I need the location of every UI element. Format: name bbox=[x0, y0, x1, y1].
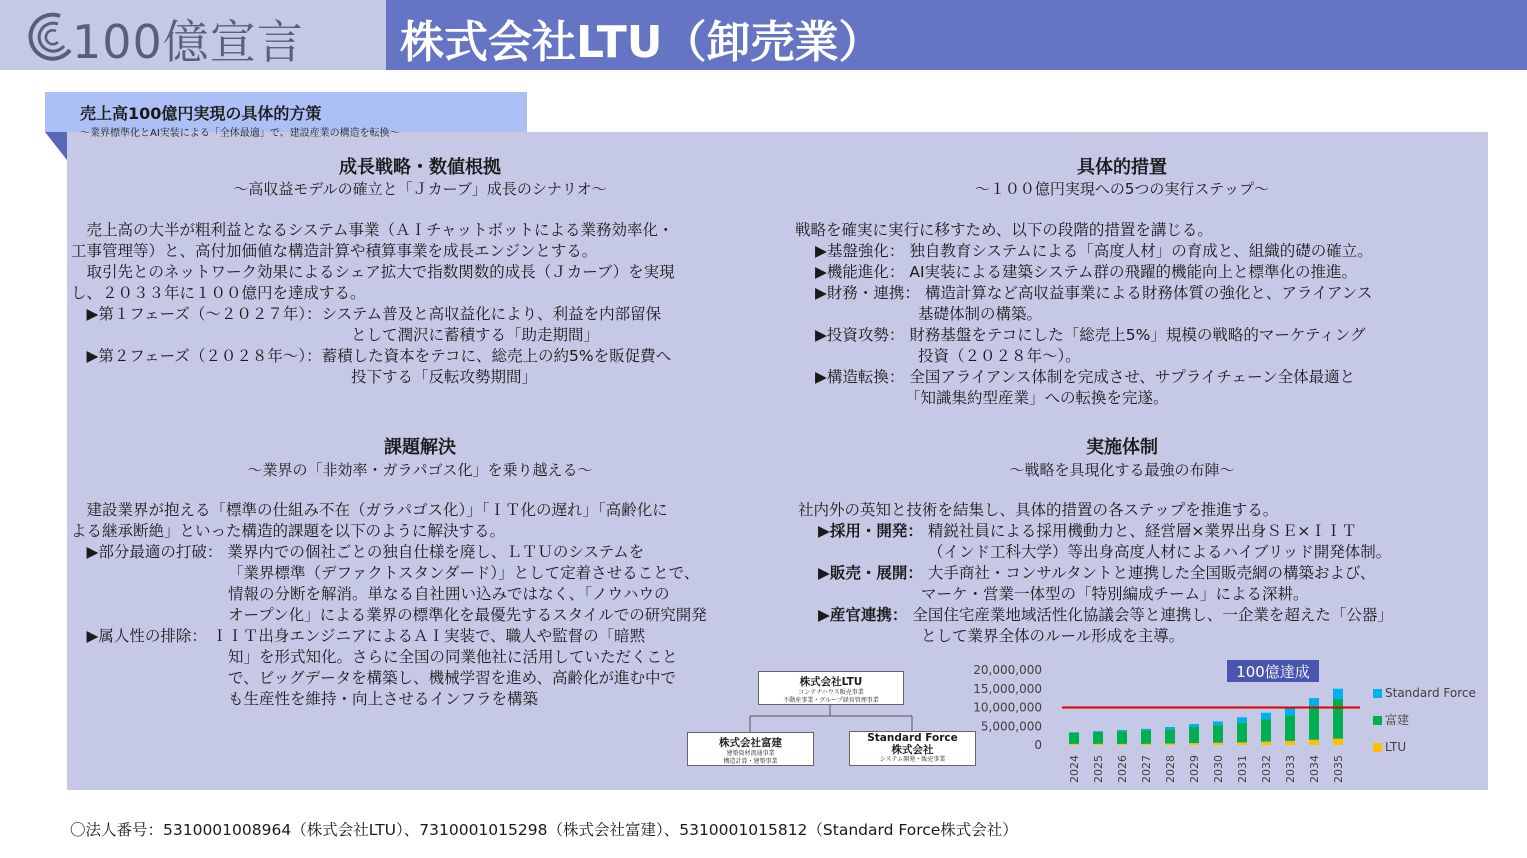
measures-item: 基礎体制の構築。 bbox=[918, 305, 1043, 323]
bar-segment-standard-force bbox=[1237, 717, 1247, 723]
tab-title: 売上高100億円実現の具体的方策 bbox=[80, 104, 322, 123]
annotation-label: 100億達成 bbox=[1236, 663, 1310, 681]
bar-segment-富建 bbox=[1285, 715, 1295, 741]
growth-line: ▶第１フェーズ（～２０２７年）：システム普及と高収益化により、利益を内部留保 bbox=[71, 305, 662, 323]
structure-title: 実施体制 bbox=[1086, 437, 1158, 458]
issues-line: 情報の分断を解消。単なる自社囲い込みではなく、「ノウハウの bbox=[228, 585, 670, 603]
measures-intro: 戦略を確実に実行に移すため、以下の段階的措置を講じる。 bbox=[795, 221, 1213, 239]
bar-segment-ltu bbox=[1309, 740, 1319, 745]
measures-item: 「知識集約型産業」への転換を完遂。 bbox=[905, 389, 1169, 407]
issues-line: オープン化」による業界の標準化を最優先するスタイルでの研究開発 bbox=[228, 606, 707, 624]
structure-item bbox=[818, 605, 1393, 626]
measures-item: ▶機能進化： AI実装による建築システム群の飛躍的機能向上と標準化の推進。 bbox=[815, 263, 1357, 281]
structure-item-text: 大手商社・コンサルタントと連携した全国販売網の構築および、 bbox=[922, 564, 1376, 582]
structure-item-text: （インド工科大学）等出身高度人材によるハイブリッド開発体制。 bbox=[928, 543, 1392, 561]
bar-segment-standard-force bbox=[1333, 689, 1343, 699]
structure-item bbox=[921, 584, 1309, 605]
org-ltu-name: 株式会社LTU bbox=[799, 676, 863, 688]
bar-segment-standard-force bbox=[1285, 708, 1295, 716]
issues-line: も生産性を維持・向上させるインフラを構築 bbox=[228, 690, 539, 708]
org-standard-force bbox=[849, 731, 976, 766]
growth-line: 工事管理等）と、高付加価値な構造計算や積算事業を成長エンジンとする。 bbox=[71, 242, 598, 260]
x-tick-label: 2030 bbox=[1212, 755, 1225, 783]
bar-segment-富建 bbox=[1213, 725, 1223, 743]
bar-segment-富建 bbox=[1069, 733, 1079, 744]
x-tick-label: 2033 bbox=[1284, 755, 1297, 783]
issues-line: 知」を形式知化。さらに全国の同業他社に活用していただくこと bbox=[228, 648, 678, 666]
measures-item: ▶投資攻勢： 財務基盤をテコにした「総売上5%」規模の戦略的マーケティング bbox=[815, 326, 1366, 344]
bar-segment-富建 bbox=[1309, 708, 1319, 740]
growth-line: として潤沢に蓄積する「助走期間」 bbox=[351, 326, 600, 344]
logo-area bbox=[0, 0, 386, 70]
x-tick-label: 2027 bbox=[1140, 755, 1153, 783]
x-tick-label: 2024 bbox=[1068, 755, 1081, 783]
legend-swatch bbox=[1373, 689, 1382, 698]
x-tick-label: 2035 bbox=[1332, 755, 1345, 783]
bar-segment-富建 bbox=[1333, 699, 1343, 739]
x-tick-label: 2031 bbox=[1236, 755, 1249, 783]
growth-line: ▶第２フェーズ（２０２８年～）：蓄積した資本をテコに、総売上の約5%を販促費へ bbox=[71, 347, 672, 365]
bar-segment-ltu bbox=[1285, 741, 1295, 745]
x-tick-label: 2026 bbox=[1116, 755, 1129, 783]
bar-segment-standard-force bbox=[1165, 727, 1175, 729]
legend-swatch bbox=[1373, 743, 1382, 752]
issues-subtitle: ～業界の「非効率・ガラパゴス化」を乗り越える～ bbox=[247, 461, 593, 479]
page-title: 株式会社LTU（卸売業） bbox=[400, 17, 883, 68]
corporate-numbers-footer: 〇法人番号：5310001008964（株式会社LTU）、7310001015298（株式会社富建）、5310001015812（Standard Force株式会社） bbox=[70, 821, 1018, 839]
x-tick-label: 2032 bbox=[1260, 755, 1273, 783]
org-fuken-name: 株式会社富建 bbox=[719, 737, 782, 749]
growth-title: 成長戦略・数値根拠 bbox=[339, 157, 501, 178]
measures-item: 投資（２０２８年～）。 bbox=[918, 347, 1081, 365]
y-tick-label: 20,000,000 bbox=[973, 663, 1042, 677]
growth-line: 投下する「反転攻勢期間」 bbox=[351, 368, 538, 386]
measures-title: 具体的措置 bbox=[1077, 157, 1167, 178]
bar-segment-富建 bbox=[1189, 727, 1199, 743]
x-tick-label: 2028 bbox=[1164, 755, 1177, 783]
y-tick-label: 0 bbox=[1034, 738, 1042, 752]
issues-line: で、ビッグデータを構築し、機械学習を進め、高齢化が進む中で bbox=[228, 669, 676, 687]
structure-item bbox=[818, 521, 1357, 542]
measures-subtitle: ～１００億円実現への5つの実行ステップ～ bbox=[974, 180, 1270, 198]
issues-line: ▶属人性の排除： ＩＩＴ出身エンジニアによるＡＩ実装で、職人や監督の「暗黙 bbox=[71, 627, 646, 645]
bar-segment-standard-force bbox=[1117, 730, 1127, 731]
tab-subtitle: ～業界標準化とAI実装による「全体最適」で、建設産業の構造を転換～ bbox=[80, 128, 400, 139]
growth-line: 取引先とのネットワーク効果によるシェア拡大で指数関数的成長（Ｊカーブ）を実現 bbox=[71, 263, 675, 281]
measures-item: ▶財務・連携： 構造計算など高収益事業による財務体質の強化と、アライアンス bbox=[815, 284, 1373, 302]
logo-text: 100億宣言 bbox=[72, 15, 304, 69]
bar-segment-ltu bbox=[1093, 744, 1103, 745]
org-fuken-desc: 構造計算・建築事業 bbox=[723, 758, 778, 765]
structure-item bbox=[928, 542, 1391, 563]
org-fuken bbox=[687, 732, 814, 766]
bar-segment-ltu bbox=[1237, 742, 1247, 745]
bar-segment-富建 bbox=[1237, 723, 1247, 743]
org-sf-name: 株式会社 bbox=[891, 744, 934, 756]
y-tick-label: 5,000,000 bbox=[980, 719, 1042, 734]
y-tick-label: 10,000,000 bbox=[973, 700, 1042, 715]
title-bar bbox=[386, 0, 1527, 70]
bar-segment-富建 bbox=[1093, 732, 1103, 744]
bar-segment-ltu bbox=[1213, 743, 1223, 745]
structure-intro: 社内外の英知と技術を結集し、具体的措置の各ステップを推進する。 bbox=[798, 501, 1279, 519]
revenue-chart bbox=[970, 655, 1485, 790]
tab-fold bbox=[45, 132, 67, 160]
growth-line: し、２０３３年に１００億円を達成する。 bbox=[71, 284, 366, 302]
bar-segment-standard-force bbox=[1309, 698, 1319, 707]
bar-segment-富建 bbox=[1261, 719, 1271, 742]
issues-line: 建設業界が抱える「標準の仕組み不在（ガラパゴス化）」「ＩＴ化の遅れ」「高齢化に bbox=[71, 501, 668, 519]
org-sf-desc: システム開発・販売事業 bbox=[879, 756, 946, 763]
structure-item-label: ▶産官連携： bbox=[818, 606, 908, 624]
x-tick-label: 2025 bbox=[1092, 755, 1105, 783]
org-fuken-desc: 建築資材流通事業 bbox=[726, 750, 775, 757]
bar-segment-standard-force bbox=[1261, 713, 1271, 719]
structure-subtitle: ～戦略を具現化する最強の布陣～ bbox=[1009, 461, 1235, 479]
bar-segment-ltu bbox=[1141, 744, 1151, 745]
structure-item-label: ▶販売・展開： bbox=[818, 564, 923, 582]
structure-item-text: マーケ・営業一体型の「特別編成チーム」による深耕。 bbox=[921, 585, 1309, 603]
org-ltu-desc: コンテナハウス販売事業 bbox=[798, 689, 864, 696]
bar-segment-ltu bbox=[1117, 744, 1127, 745]
bar-segment-standard-force bbox=[1093, 731, 1103, 732]
bar-segment-富建 bbox=[1165, 729, 1175, 743]
bar-segment-ltu bbox=[1261, 742, 1271, 745]
legend-label: Standard Force bbox=[1385, 686, 1476, 700]
org-ltu-desc: 不動産事業・グループ経営管理事業 bbox=[783, 697, 879, 704]
logo-swirl-icon bbox=[20, 8, 76, 62]
structure-item bbox=[818, 563, 1375, 584]
bar-segment-富建 bbox=[1141, 730, 1151, 744]
bar-segment-ltu bbox=[1333, 739, 1343, 745]
bar-segment-standard-force bbox=[1189, 724, 1199, 727]
measures-item: ▶構造転換： 全国アライアンス体制を完成させ、サプライチェーン全体最適と bbox=[815, 368, 1356, 386]
issues-line: ▶部分最適の打破： 業界内での個社ごとの独自仕様を廃し、ＬＴＵのシステムを bbox=[71, 543, 645, 561]
bar-segment-富建 bbox=[1117, 731, 1127, 744]
x-tick-label: 2034 bbox=[1308, 755, 1321, 783]
growth-subtitle: ～高収益モデルの確立と「Ｊカーブ」成長のシナリオ～ bbox=[233, 180, 607, 198]
issues-title: 課題解決 bbox=[384, 437, 456, 458]
structure-item-text: 全国住宅産業地域活性化協議会等と連携し、一企業を超えた「公器」 bbox=[907, 606, 1393, 624]
measures-item: ▶基盤強化： 独自教育システムによる「高度人材」の育成と、組織的礎の確立。 bbox=[815, 242, 1373, 260]
issues-line: 「業界標準（デファクトスタンダード）」として定着させることで、 bbox=[228, 564, 700, 582]
legend-swatch bbox=[1373, 716, 1382, 725]
structure-item-label: ▶採用・開発： bbox=[818, 522, 923, 540]
org-sf-name: Standard Force bbox=[867, 732, 958, 744]
structure-item bbox=[921, 626, 1184, 647]
bar-segment-standard-force bbox=[1141, 729, 1151, 731]
legend-label: LTU bbox=[1385, 740, 1407, 754]
legend-label: 富建 bbox=[1385, 713, 1410, 727]
bar-segment-standard-force bbox=[1213, 721, 1223, 725]
x-tick-label: 2029 bbox=[1188, 755, 1201, 783]
structure-item-text: として業界全体のルール形成を主導。 bbox=[921, 627, 1185, 645]
bar-segment-ltu bbox=[1069, 744, 1079, 745]
org-ltu bbox=[758, 671, 904, 705]
y-tick-label: 15,000,000 bbox=[973, 681, 1042, 696]
issues-line: よる継承断絶」といった構造的課題を以下のように解決する。 bbox=[71, 522, 506, 540]
structure-item-text: 精鋭社員による採用機動力と、経営層×業界出身ＳＥ×ＩＩＴ bbox=[922, 522, 1357, 540]
growth-line: 売上高の大半が粗利益となるシステム事業（ＡＩチャットボットによる業務効率化・ bbox=[71, 221, 674, 239]
bar-segment-ltu bbox=[1165, 744, 1175, 746]
bar-segment-ltu bbox=[1189, 743, 1199, 745]
